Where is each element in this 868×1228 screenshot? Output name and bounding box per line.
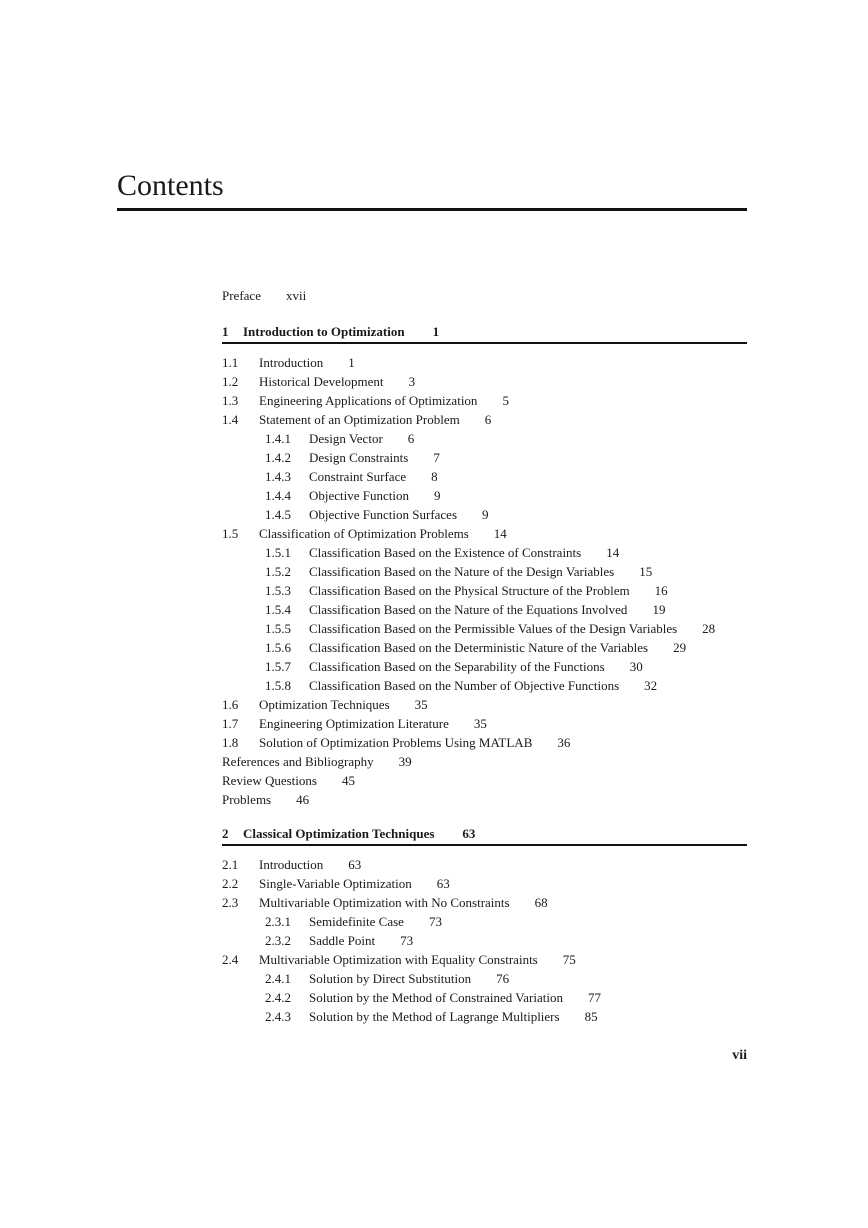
toc-section[interactable] bbox=[222, 893, 747, 912]
page-title: Contents bbox=[117, 169, 224, 202]
entry-number: 2.3.2 bbox=[265, 933, 291, 948]
entry-number: 1.5.1 bbox=[265, 545, 291, 560]
entry-title: Semidefinite Case bbox=[309, 914, 404, 929]
entry-title: Design Vector bbox=[309, 431, 383, 446]
entry-title: Introduction bbox=[259, 857, 324, 872]
chapter-title: Classical Optimization Techniques bbox=[243, 826, 435, 841]
entry-title: Statement of an Optimization Problem bbox=[259, 412, 460, 427]
chapter-number: 2 bbox=[222, 826, 229, 841]
toc-section[interactable] bbox=[222, 695, 747, 714]
preface-page: xvii bbox=[285, 288, 307, 303]
chapter-heading[interactable] bbox=[222, 824, 747, 846]
toc-subsection[interactable] bbox=[222, 912, 747, 931]
toc-subsection[interactable] bbox=[222, 505, 747, 524]
toc-subsection[interactable] bbox=[222, 988, 747, 1007]
entry-number: 1.4 bbox=[222, 412, 239, 427]
toc-section[interactable] bbox=[222, 524, 747, 543]
toc-subsection[interactable] bbox=[222, 486, 747, 505]
entry-page: 14 bbox=[606, 545, 620, 560]
entry-page: 35 bbox=[473, 716, 487, 731]
toc-subsection[interactable] bbox=[222, 638, 747, 657]
entry-title: Classification Based on the Physical Structure of the Problem bbox=[309, 583, 630, 598]
entry-number: 1.5.5 bbox=[265, 621, 291, 636]
entry-title: Classification Based on the Number of Objective Functions bbox=[309, 678, 620, 693]
toc-preface[interactable] bbox=[222, 286, 747, 305]
entry-page: 6 bbox=[407, 431, 415, 446]
toc-subsection[interactable] bbox=[222, 676, 747, 695]
chapter-page: 63 bbox=[462, 826, 476, 841]
entry-title: Engineering Optimization Literature bbox=[259, 716, 449, 731]
entry-title: Solution by the Method of Lagrange Multipliers bbox=[309, 1009, 560, 1024]
entry-number: 1.7 bbox=[222, 716, 239, 731]
toc-subsection[interactable] bbox=[222, 543, 747, 562]
entry-title: Review Questions bbox=[222, 773, 317, 788]
entry-number: 2.4.1 bbox=[265, 971, 291, 986]
entry-page: 68 bbox=[534, 895, 548, 910]
entry-page: 9 bbox=[482, 507, 489, 522]
toc-section[interactable] bbox=[222, 410, 747, 429]
entry-page: 19 bbox=[652, 602, 666, 617]
toc-section[interactable] bbox=[222, 874, 747, 893]
chapter-heading[interactable] bbox=[222, 322, 747, 344]
entry-page: 45 bbox=[341, 773, 355, 788]
entry-page: 32 bbox=[644, 678, 658, 693]
entry-page: 28 bbox=[702, 621, 716, 636]
entry-page: 5 bbox=[502, 393, 509, 408]
entry-number: 2.4.3 bbox=[265, 1009, 291, 1024]
entry-title: Classification Based on the Permissible Values of the Design Variables bbox=[309, 621, 678, 636]
entry-page: 14 bbox=[493, 526, 507, 541]
toc-section[interactable] bbox=[222, 391, 747, 410]
entry-number: 1.5 bbox=[222, 526, 239, 541]
toc-subsection[interactable] bbox=[222, 969, 747, 988]
toc-subsection[interactable] bbox=[222, 429, 747, 448]
chapter-page: 1 bbox=[432, 324, 440, 339]
entry-number: 1.4.4 bbox=[265, 488, 291, 503]
entry-title: Constraint Surface bbox=[309, 469, 407, 484]
toc-subsection[interactable] bbox=[222, 600, 747, 619]
entry-number: 1.5.8 bbox=[265, 678, 291, 693]
chapter-title: Introduction to Optimization bbox=[243, 324, 405, 339]
entry-page: 35 bbox=[414, 697, 428, 712]
entry-number: 1.5.7 bbox=[265, 659, 291, 674]
entry-number: 1.5.2 bbox=[265, 564, 291, 579]
entry-page: 6 bbox=[484, 412, 492, 427]
toc-section[interactable] bbox=[222, 733, 747, 752]
toc-subsection[interactable] bbox=[222, 467, 747, 486]
title-rule bbox=[117, 208, 747, 211]
entry-title: Saddle Point bbox=[309, 933, 376, 948]
entry-number: 1.5.4 bbox=[265, 602, 291, 617]
preface-label: Preface bbox=[222, 288, 261, 303]
toc-subsection[interactable] bbox=[222, 619, 747, 638]
entry-page: 73 bbox=[400, 933, 414, 948]
entry-page: 77 bbox=[587, 990, 601, 1005]
entry-title: Classification Based on the Existence of Constraints bbox=[309, 545, 582, 560]
entry-number: 1.4.2 bbox=[265, 450, 291, 465]
entry-title: Single-Variable Optimization bbox=[259, 876, 412, 891]
entry-title: Solution by the Method of Constrained Variation bbox=[309, 990, 563, 1005]
entry-page: 63 bbox=[436, 876, 450, 891]
toc-section[interactable] bbox=[222, 353, 747, 372]
toc-section[interactable] bbox=[222, 714, 747, 733]
entry-number: 1.3 bbox=[222, 393, 239, 408]
entry-page: 73 bbox=[428, 914, 442, 929]
entry-title: Multivariable Optimization with No Constraints bbox=[259, 895, 510, 910]
entry-page: 76 bbox=[496, 971, 510, 986]
toc-subsection[interactable] bbox=[222, 448, 747, 467]
entry-title: Multivariable Optimization with Equality Constraints bbox=[259, 952, 538, 967]
entry-number: 2.2 bbox=[222, 876, 239, 891]
entry-title: Objective Function bbox=[309, 488, 410, 503]
toc-subsection[interactable] bbox=[222, 931, 747, 950]
entry-page: 75 bbox=[562, 952, 576, 967]
toc-entry[interactable] bbox=[222, 771, 747, 790]
entry-number: 2.1 bbox=[222, 857, 239, 872]
entry-number: 2.3.1 bbox=[265, 914, 291, 929]
entry-title: Problems bbox=[222, 792, 272, 807]
toc-section[interactable] bbox=[222, 950, 747, 969]
entry-title: Classification Based on the Separability of the Functions bbox=[309, 659, 605, 674]
entry-page: 15 bbox=[639, 564, 653, 579]
entry-number: 1.4.3 bbox=[265, 469, 291, 484]
entry-title: Classification of Optimization Problems bbox=[259, 526, 469, 541]
entry-title: Solution of Optimization Problems Using MATLAB bbox=[259, 735, 533, 750]
entry-page: 8 bbox=[431, 469, 438, 484]
entry-number: 1.4.5 bbox=[265, 507, 291, 522]
entry-title: References and Bibliography bbox=[222, 754, 374, 769]
entry-page: 39 bbox=[398, 754, 412, 769]
entry-page: 9 bbox=[434, 488, 441, 503]
entry-title: Classification Based on the Nature of the Equations Involved bbox=[309, 602, 628, 617]
entry-title: Classification Based on the Deterministic Nature of the Variables bbox=[309, 640, 649, 655]
entry-page: 36 bbox=[557, 735, 571, 750]
entry-number: 1.8 bbox=[222, 735, 239, 750]
entry-number: 2.3 bbox=[222, 895, 239, 910]
entry-title: Classification Based on the Nature of the Design Variables bbox=[309, 564, 615, 579]
entry-title: Objective Function Surfaces bbox=[309, 507, 458, 522]
entry-title: Engineering Applications of Optimization bbox=[259, 393, 478, 408]
entry-page: 63 bbox=[348, 857, 362, 872]
toc-section[interactable] bbox=[222, 372, 747, 391]
entry-number: 1.6 bbox=[222, 697, 239, 712]
entry-number: 1.2 bbox=[222, 374, 239, 389]
page-number: vii bbox=[732, 1048, 747, 1063]
toc-entry[interactable] bbox=[222, 790, 747, 809]
entry-title: Design Constraints bbox=[309, 450, 409, 465]
entry-page: 46 bbox=[296, 792, 310, 807]
entry-number: 2.4 bbox=[222, 952, 239, 967]
toc-subsection[interactable] bbox=[222, 581, 747, 600]
entry-page: 7 bbox=[433, 450, 440, 465]
entry-page: 16 bbox=[654, 583, 668, 598]
entry-page: 85 bbox=[584, 1009, 598, 1024]
entry-page: 3 bbox=[408, 374, 416, 389]
entry-number: 1.1 bbox=[222, 355, 239, 370]
entry-page: 29 bbox=[673, 640, 687, 655]
toc-subsection[interactable] bbox=[222, 657, 747, 676]
entry-number: 1.5.3 bbox=[265, 583, 291, 598]
entry-number: 1.5.6 bbox=[265, 640, 291, 655]
entry-number: 2.4.2 bbox=[265, 990, 291, 1005]
entry-title: Optimization Techniques bbox=[259, 697, 390, 712]
toc-subsection[interactable] bbox=[222, 1007, 747, 1026]
entry-page: 30 bbox=[629, 659, 643, 674]
entry-title: Historical Development bbox=[259, 374, 384, 389]
entry-title: Introduction bbox=[259, 355, 324, 370]
entry-page: 1 bbox=[348, 355, 355, 370]
chapter-number: 1 bbox=[222, 324, 229, 339]
table-of-contents bbox=[222, 286, 747, 1026]
toc-section[interactable] bbox=[222, 855, 747, 874]
toc-subsection[interactable] bbox=[222, 562, 747, 581]
chapter-gap bbox=[222, 809, 747, 824]
entry-number: 1.4.1 bbox=[265, 431, 291, 446]
toc-entry[interactable] bbox=[222, 752, 747, 771]
entry-title: Solution by Direct Substitution bbox=[309, 971, 472, 986]
